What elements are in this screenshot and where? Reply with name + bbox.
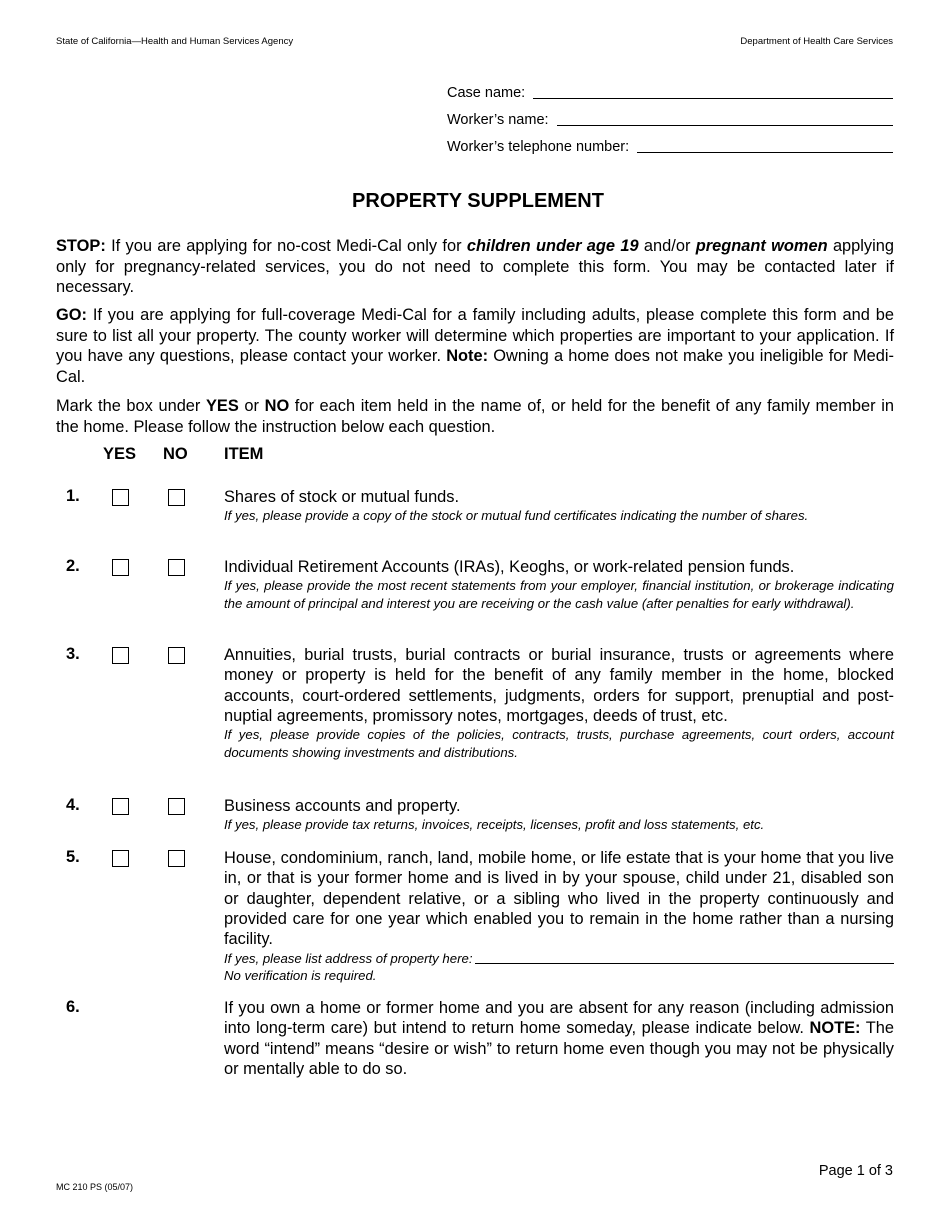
- item-description: [224, 998, 894, 1079]
- item-number: 4.: [66, 796, 80, 814]
- item-instruction: If yes, please provide copies of the policies, contracts, trusts, purchase agreements, court orders, account documents showing investments and distributions.: [224, 727, 894, 760]
- agency-header: State of California—Health and Human Services Agency: [56, 36, 294, 47]
- item-description: Annuities, burial trusts, burial contracts or burial insurance, trusts or agreements where money or property is held for the benefit of any family member in the home, blocked accounts, court-ordered settlements, judgments, orders for support, prenuptial and post-nuptial agreements, promissory notes, mortgages, deeds of trust, etc.: [224, 646, 894, 725]
- mark-text-3: for each item held in the name of, or held for the benefit of any family member in the home. Please follow the instruction below each question.: [56, 397, 894, 436]
- stop-emphasis-children: children under age 19: [466, 237, 639, 255]
- item-instruction: If yes, please provide the most recent statements from your employer, financial institution, or brokerage indicating the amount of principal and interest you are receiving or the cash value (after penalties for early withdrawal).: [224, 578, 894, 611]
- property-address-field[interactable]: [475, 949, 895, 964]
- column-header-item: ITEM: [224, 445, 264, 463]
- worker-phone-field[interactable]: [637, 137, 893, 153]
- item-description: Business accounts and property.: [224, 797, 461, 815]
- mark-text-1: Mark the box under: [56, 397, 206, 415]
- item-number: 5.: [66, 848, 80, 866]
- item-1-yes-checkbox[interactable]: [112, 489, 129, 506]
- go-label: GO:: [56, 306, 87, 324]
- case-info-fields: [447, 74, 893, 155]
- page-number: Page 1 of 3: [818, 1163, 893, 1179]
- page-title: PROPERTY SUPPLEMENT: [352, 190, 604, 212]
- item-description: Individual Retirement Accounts (IRAs), Keoghs, or work-related pension funds.: [224, 558, 795, 576]
- mark-no: NO: [264, 397, 290, 415]
- item-instruction: No verification is required.: [224, 968, 377, 984]
- stop-emphasis-pregnant: pregnant women: [695, 237, 828, 255]
- item-2-no-checkbox[interactable]: [168, 559, 185, 576]
- stop-text-3: applying only for pregnancy-related services, you do not need to complete this form. You may be contacted later if necessary.: [56, 237, 894, 296]
- stop-label: STOP:: [56, 237, 106, 255]
- item-text-block: [224, 998, 894, 1079]
- column-header-yes: YES: [103, 445, 137, 463]
- item-number: 3.: [66, 645, 80, 663]
- go-text-1: If you are applying for full-coverage Medi-Cal for a family including adults, please complete this form and be sure to list all your property. The county worker will determine which properties are important to your application. If you have any questions, please contact your worker.: [56, 306, 894, 365]
- item-6-text-1: If you own a home or former home and you are absent for any reason (including admission into long-term care) but intend to return home someday, please indicate below.: [224, 999, 894, 1038]
- worker-phone-row: [447, 128, 893, 155]
- go-note-label: Note:: [446, 347, 489, 365]
- item-text-block: [224, 848, 894, 985]
- case-name-field[interactable]: [533, 83, 893, 99]
- item-6-text-2: The word “intend” means “desire or wish” to return home even though you may not be physically or mentally able to do so.: [224, 1019, 894, 1078]
- column-header-no: NO: [163, 445, 188, 463]
- property-address-row: [224, 949, 894, 967]
- item-2-yes-checkbox[interactable]: [112, 559, 129, 576]
- worker-name-label: Worker’s name:: [447, 112, 549, 128]
- item-6-note-label: NOTE:: [809, 1019, 861, 1038]
- worker-phone-label: Worker’s telephone number:: [447, 139, 630, 155]
- item-text-block: [224, 557, 894, 612]
- item-1-no-checkbox[interactable]: [168, 489, 185, 506]
- go-paragraph: [56, 305, 894, 387]
- item-3-no-checkbox[interactable]: [168, 647, 185, 664]
- item-number: 6.: [66, 998, 80, 1016]
- stop-text-1: If you are applying for no-cost Medi-Cal only for: [105, 237, 467, 255]
- item-instruction: If yes, please provide a copy of the stock or mutual fund certificates indicating the number of shares.: [224, 508, 809, 524]
- item-4-no-checkbox[interactable]: [168, 798, 185, 815]
- department-header: Department of Health Care Services: [740, 36, 893, 47]
- mark-yes: YES: [206, 397, 239, 415]
- item-text-block: [224, 487, 894, 525]
- case-name-label: Case name:: [447, 85, 526, 101]
- stop-paragraph: [56, 236, 894, 298]
- item-text-block: [224, 645, 894, 761]
- item-description: House, condominium, ranch, land, mobile home, or life estate that is your home that you live in, or that is your former home and is lived in by your spouse, child under 21, disabled son or daughter, dependent relative, or a sibling who lived in the property continuously and provided care for one year which enabled you to remain in the home rather than a nursing facility.: [224, 849, 894, 949]
- item-number: 1.: [66, 487, 80, 505]
- property-address-label: If yes, please list address of property here:: [224, 950, 473, 966]
- item-instruction: If yes, please provide tax returns, invoices, receipts, licenses, profit and loss statements, etc.: [224, 817, 765, 833]
- worker-name-row: [447, 101, 893, 128]
- item-3-yes-checkbox[interactable]: [112, 647, 129, 664]
- form-id: MC 210 PS (05/07): [56, 1182, 134, 1192]
- item-number: 2.: [66, 557, 80, 575]
- item-5-no-checkbox[interactable]: [168, 850, 185, 867]
- go-text-2: Owning a home does not make you ineligible for Medi-Cal.: [56, 347, 895, 386]
- item-5-yes-checkbox[interactable]: [112, 850, 129, 867]
- mark-text-2: or: [238, 397, 265, 415]
- worker-name-field[interactable]: [557, 110, 893, 126]
- case-name-row: [447, 74, 893, 101]
- item-4-yes-checkbox[interactable]: [112, 798, 129, 815]
- item-text-block: [224, 796, 894, 834]
- item-description: Shares of stock or mutual funds.: [224, 488, 460, 506]
- stop-text-2: and/or: [638, 237, 696, 255]
- mark-instructions: [56, 396, 894, 437]
